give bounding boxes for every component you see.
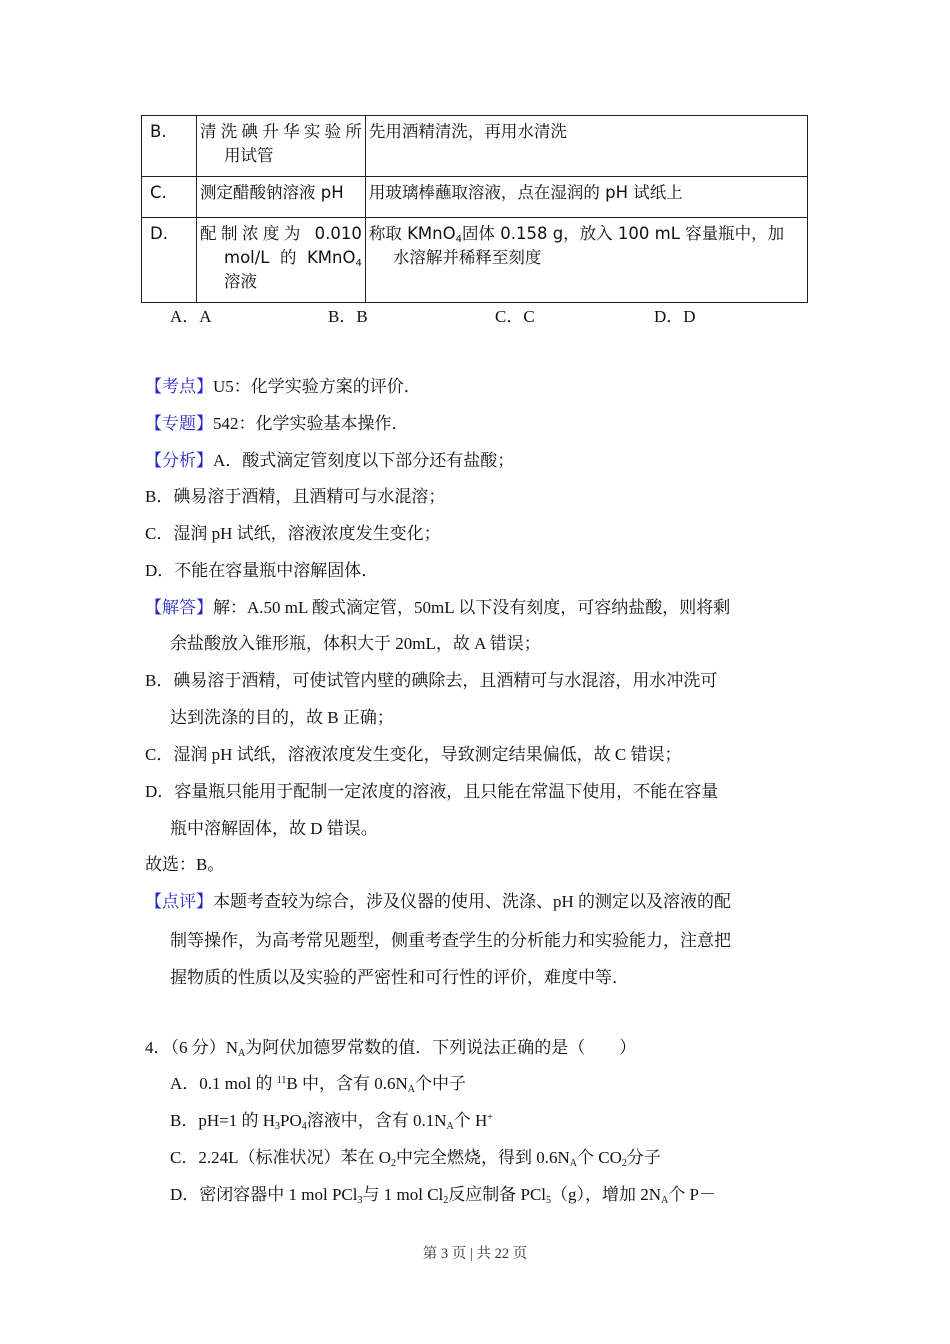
goal-text-part: mol/L 的 KMnO bbox=[224, 248, 356, 267]
row-goal bbox=[197, 218, 366, 303]
page-footer: 第 3 页 | 共 22 页 bbox=[422, 1246, 528, 1262]
option-text: 分子 bbox=[626, 1148, 661, 1167]
row-goal bbox=[197, 177, 366, 218]
option-text: （g），增加 2N bbox=[551, 1185, 662, 1204]
jieda-b2: 达到洗涤的目的，故 B 正确； bbox=[170, 708, 394, 727]
row-letter: C. bbox=[142, 177, 197, 218]
jieda-text: 解：A.50 mL 酸式滴定管，50mL 以下没有刻度，可容纳盐酸，则将剩 bbox=[213, 598, 731, 617]
operation-text-part: 固体 0.158 g，放入 100 mL 容量瓶中，加 bbox=[461, 224, 785, 243]
dianping-line bbox=[145, 890, 731, 914]
jieda-a2: 余盐酸放入锥形瓶，体积大于 20mL，故 A 错误； bbox=[170, 634, 541, 653]
jieda-d1: D．容量瓶只能用于配制一定浓度的溶液，且只能在常温下使用，不能在容量 bbox=[145, 782, 719, 801]
dianping-tag: 【点评】 bbox=[145, 892, 213, 911]
goal-text: 清洗碘升华实验所 bbox=[200, 122, 362, 141]
row-operation bbox=[365, 116, 807, 177]
subscript: A bbox=[238, 1048, 246, 1059]
question-4-stem bbox=[145, 1036, 636, 1060]
jieda-line bbox=[145, 596, 730, 620]
subscript: 5 bbox=[546, 1195, 552, 1206]
option-text: B．pH=1 的 H bbox=[170, 1111, 275, 1130]
subscript: 4 bbox=[301, 1121, 307, 1132]
option-text: D．密闭容器中 1 mol PCl bbox=[170, 1185, 358, 1204]
choice-c[interactable]: C．C bbox=[495, 307, 535, 326]
subscript: 4 bbox=[355, 258, 362, 269]
question-4-option-b[interactable] bbox=[170, 1109, 493, 1133]
choice-a[interactable]: A．A bbox=[170, 307, 212, 326]
goal-text: 测定醋酸钠溶液 pH bbox=[200, 183, 344, 202]
option-text: 个 CO bbox=[577, 1148, 622, 1167]
row-operation bbox=[365, 177, 807, 218]
option-text: PO bbox=[279, 1111, 302, 1130]
option-text: B 中，含有 0.6N bbox=[286, 1074, 408, 1093]
subscript: 4 bbox=[455, 234, 462, 245]
subscript: 3 bbox=[274, 1121, 280, 1132]
fenxi-d: D．不能在容量瓶中溶解固体． bbox=[145, 561, 379, 580]
zhuanti-text: 542：化学实验基本操作． bbox=[213, 414, 409, 433]
choice-d[interactable]: D．D bbox=[654, 307, 696, 326]
subscript: 2 bbox=[621, 1158, 627, 1169]
subscript: A bbox=[569, 1158, 578, 1169]
subscript: 3 bbox=[357, 1195, 363, 1206]
subscript: A bbox=[446, 1121, 454, 1132]
kaodian-line bbox=[145, 375, 421, 399]
answer-line: 故选：B。 bbox=[145, 855, 225, 874]
jieda-tag: 【解答】 bbox=[145, 598, 213, 617]
fenxi-b: B．碘易溶于酒精，且酒精可与水混溶； bbox=[145, 487, 446, 506]
operation-text: 先用酒精清洗，再用水清洗 bbox=[368, 122, 567, 141]
jieda-d2: 瓶中溶解固体，故 D 错误。 bbox=[170, 819, 378, 838]
dianping-text: 本题考查较为综合，涉及仪器的使用、洗涤、pH 的测定以及溶液的配 bbox=[213, 892, 732, 911]
row-letter: D. bbox=[142, 218, 197, 303]
fenxi-text: A．酸式滴定管刻度以下部分还有盐酸； bbox=[213, 451, 515, 470]
kaodian-tag: 【考点】 bbox=[145, 377, 213, 396]
option-text: 个 H bbox=[453, 1111, 488, 1130]
stem-text: 为阿伏加德罗常数的值．下列说法正确的是（ ） bbox=[245, 1038, 637, 1057]
superscript: + bbox=[487, 1112, 493, 1123]
table-row bbox=[142, 177, 808, 218]
jieda-c: C．湿润 pH 试纸，溶液浓度发生变化，导致测定结果偏低，故 C 错误； bbox=[145, 745, 682, 764]
zhuanti-tag: 【专题】 bbox=[145, 414, 213, 433]
dianping-3: 握物质的性质以及实验的严密性和可行性的评价，难度中等． bbox=[170, 968, 629, 987]
fenxi-c: C．湿润 pH 试纸，溶液浓度发生变化； bbox=[145, 524, 441, 543]
stem-text: 4．（6 分）N bbox=[145, 1038, 239, 1057]
goal-text: 溶液 bbox=[224, 272, 257, 291]
goal-text bbox=[200, 246, 362, 270]
option-text: 中完全燃烧，得到 0.6N bbox=[396, 1148, 570, 1167]
row-letter: B. bbox=[142, 116, 197, 177]
option-text: 与 1 mol Cl bbox=[362, 1185, 444, 1204]
table-row bbox=[142, 218, 808, 303]
option-text: C．2.24L（标准状况）苯在 O bbox=[170, 1148, 391, 1167]
option-text: 个 P－ bbox=[668, 1185, 717, 1204]
subscript: 2 bbox=[391, 1158, 396, 1169]
dianping-2: 制等操作，为高考常见题型，侧重考查学生的分析能力和实验能力，注意把 bbox=[170, 931, 731, 950]
subscript: A bbox=[407, 1084, 415, 1095]
row-goal bbox=[197, 116, 366, 177]
options-table bbox=[141, 115, 808, 303]
option-text: 个中子 bbox=[414, 1074, 466, 1093]
option-text: A．0.1 mol 的 bbox=[170, 1074, 277, 1093]
option-text: 反应制备 PCl bbox=[448, 1185, 547, 1204]
question-4-option-a[interactable] bbox=[170, 1072, 466, 1096]
fenxi-line bbox=[145, 449, 514, 473]
jieda-b1: B．碘易溶于酒精，可使试管内壁的碘除去，且酒精可与水混溶，用水冲洗可 bbox=[145, 671, 718, 690]
zhuanti-line bbox=[145, 412, 409, 436]
fenxi-tag: 【分析】 bbox=[145, 451, 213, 470]
choice-b[interactable]: B．B bbox=[328, 307, 368, 326]
operation-text bbox=[369, 222, 804, 246]
operation-text-part: 称取 KMnO bbox=[368, 224, 456, 243]
option-text: 溶液中，含有 0.1N bbox=[306, 1111, 447, 1130]
goal-text: 用试管 bbox=[224, 146, 274, 165]
operation-text: 用玻璃棒蘸取溶液，点在湿润的 pH 试纸上 bbox=[368, 183, 683, 202]
superscript: 11 bbox=[276, 1075, 287, 1086]
goal-text: 配制浓度为 0.010 bbox=[200, 224, 362, 243]
question-4-option-d[interactable] bbox=[170, 1183, 716, 1207]
row-operation bbox=[365, 218, 807, 303]
kaodian-text: U5：化学实验方案的评价． bbox=[213, 377, 421, 396]
table-row bbox=[142, 116, 808, 177]
subscript: 2 bbox=[443, 1195, 449, 1206]
operation-text: 水溶解并稀释至刻度 bbox=[392, 248, 542, 267]
question-4-option-c[interactable] bbox=[170, 1146, 661, 1170]
subscript: A bbox=[661, 1195, 669, 1206]
